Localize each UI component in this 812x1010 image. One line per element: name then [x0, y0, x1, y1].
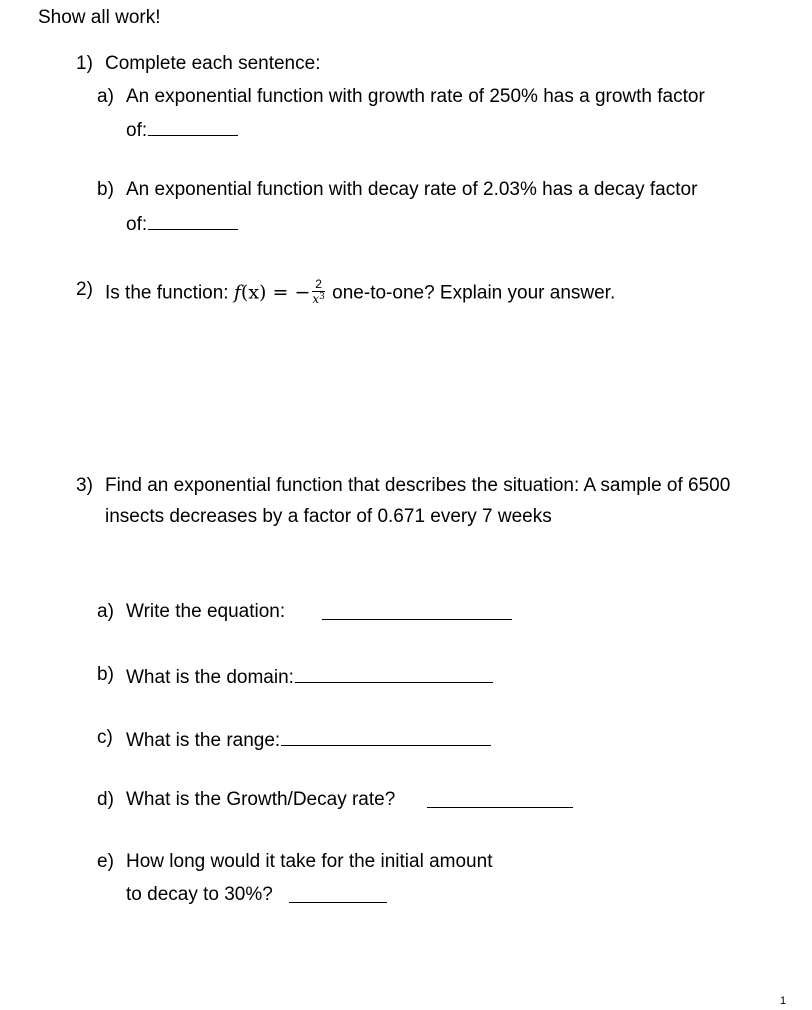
- q3d-text: What is the Growth/Decay rate?: [126, 789, 396, 810]
- q2-frac-den-var: x: [312, 292, 320, 306]
- q3b-answer-blank[interactable]: [295, 665, 493, 683]
- q3a-text: Write the equation:: [126, 601, 286, 622]
- q3c-text: What is the range:: [126, 730, 281, 751]
- q1b-answer-row: [126, 212, 238, 234]
- q1a-answer-blank[interactable]: [148, 118, 238, 136]
- page-number: 1: [780, 995, 787, 1007]
- q3b-row: [126, 665, 493, 687]
- q3b-text: What is the domain:: [126, 667, 294, 688]
- q2-equals-minus: = −: [266, 281, 311, 304]
- q1-prompt: Complete each sentence:: [105, 53, 321, 74]
- q2-func-name: f: [233, 281, 241, 304]
- q2-number: 2): [76, 279, 93, 300]
- q3-line2: insects decreases by a factor of 0.671 every 7 weeks: [105, 506, 552, 527]
- q3d-answer-blank[interactable]: [427, 790, 573, 808]
- q3d-answer-blank-wrap: [426, 790, 573, 812]
- q1a-answer-row: [126, 118, 238, 140]
- q2-fraction: [312, 278, 325, 305]
- q2-tail: one-to-one? Explain your answer.: [332, 282, 616, 304]
- q3b-label: b): [97, 664, 114, 685]
- q1b-label: b): [97, 179, 114, 200]
- q3a-answer-blank[interactable]: [322, 602, 512, 620]
- q3-line1: Find an exponential function that describes the situation: A sample of 6500: [105, 475, 731, 496]
- q3d-row: [126, 790, 395, 809]
- q2-line: [105, 277, 616, 307]
- q3d-label: d): [97, 789, 114, 810]
- q1b-answer-blank[interactable]: [148, 212, 238, 230]
- q2-lead: Is the function:: [105, 282, 229, 304]
- q3e-answer-blank-wrap: [288, 885, 387, 907]
- q1a-text: An exponential function with growth rate of 250% has a growth factor: [126, 86, 705, 107]
- q3a-label: a): [97, 601, 114, 622]
- q1a-label: a): [97, 86, 114, 107]
- q3c-label: c): [97, 727, 113, 748]
- instruction-text: Show all work!: [38, 7, 161, 28]
- q1a-cont: of:: [126, 120, 148, 141]
- q3e-row: [126, 885, 273, 904]
- q3c-answer-blank[interactable]: [281, 728, 491, 746]
- q3e-line1: How long would it take for the initial amount: [126, 851, 493, 872]
- q3-number: 3): [76, 475, 93, 496]
- q3a-row: [126, 602, 285, 621]
- q2-frac-numerator: 2: [312, 278, 325, 292]
- q3c-row: [126, 728, 491, 750]
- q1-number: 1): [76, 53, 93, 74]
- q1b-text: An exponential function with decay rate of 2.03% has a decay factor: [126, 179, 698, 200]
- q1b-cont: of:: [126, 214, 148, 235]
- q2-frac-exponent: 3: [319, 292, 325, 302]
- q3e-answer-blank[interactable]: [289, 885, 387, 903]
- q2-frac-denominator: [312, 292, 325, 305]
- q3a-answer-blank-wrap: [321, 602, 512, 624]
- q3e-label: e): [97, 851, 114, 872]
- q2-func-arg: (x): [240, 281, 267, 304]
- q3e-line2: to decay to 30%?: [126, 884, 273, 905]
